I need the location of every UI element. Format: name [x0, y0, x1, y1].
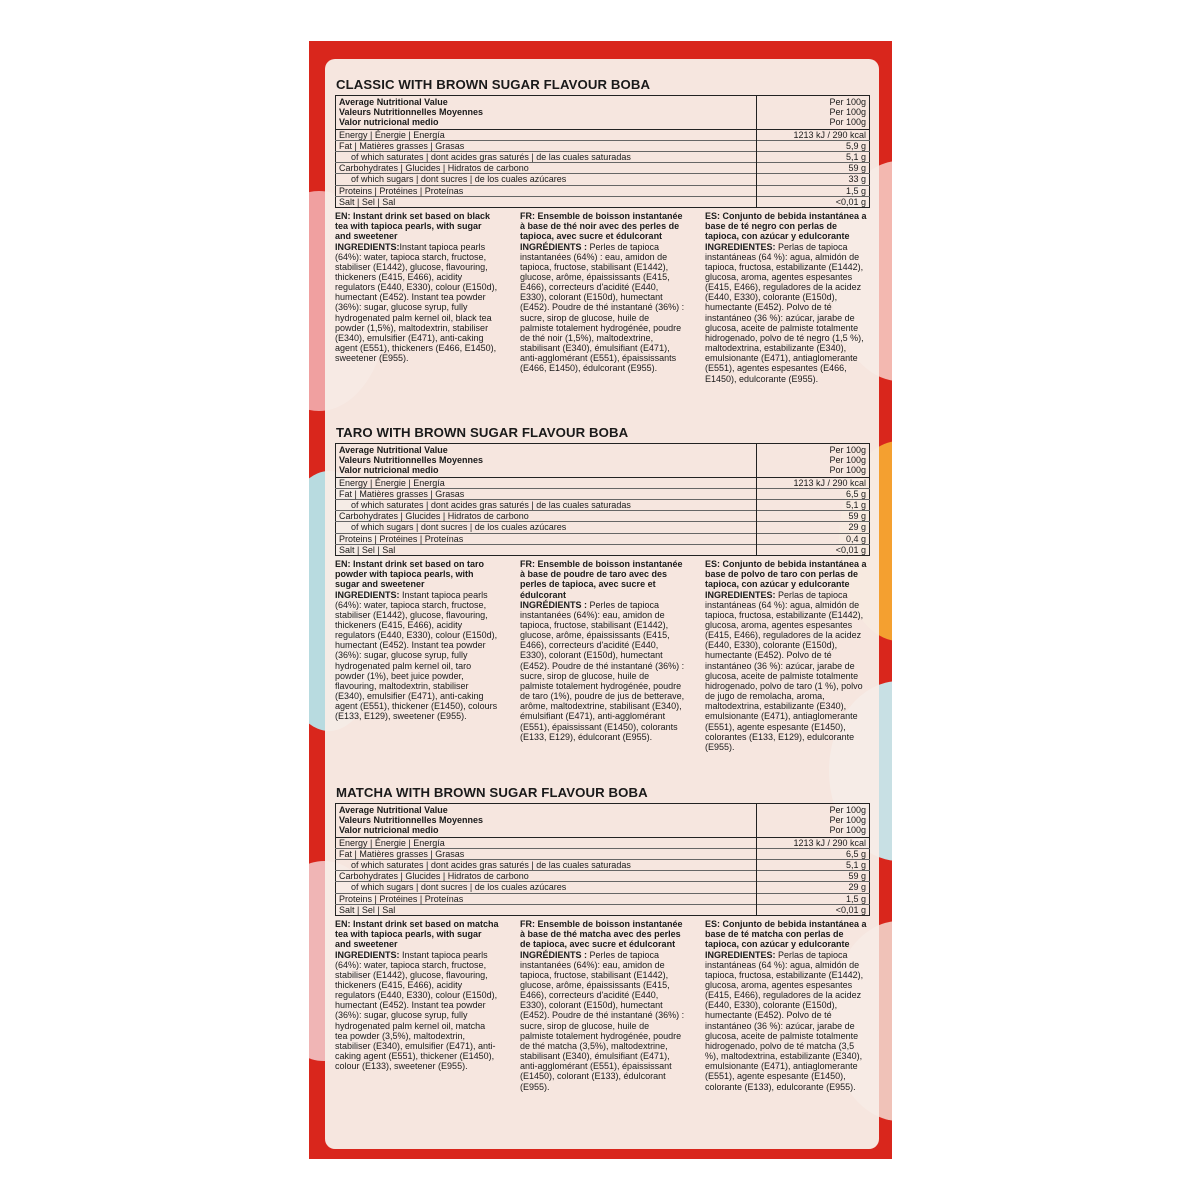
- nutrition-table: [335, 443, 870, 556]
- row-label: Energy | Énergie | Energía: [336, 477, 757, 488]
- table-row: [336, 163, 870, 174]
- header-per: Per 100g: [829, 107, 866, 118]
- row-value: 0,4 g: [757, 533, 870, 544]
- ingredients-label: INGREDIENTS:: [335, 589, 400, 600]
- intro-text: FR: Ensemble de boisson instantanée à base de thé matcha avec des perles de tapioca, avec sucre et édulcorant: [520, 919, 683, 950]
- row-label: Salt | Sel | Sal: [336, 904, 757, 915]
- row-label: of which saturates | dont acides gras saturés | de las cuales saturadas: [336, 860, 757, 871]
- table-row: [336, 129, 870, 140]
- header-per: Por 100g: [829, 465, 866, 476]
- row-value: 6,5 g: [757, 488, 870, 499]
- ingredients-en: [335, 559, 500, 752]
- ingredients-label: INGREDIENTS:: [335, 949, 400, 960]
- table-row: [336, 140, 870, 151]
- ingredients-fr: [520, 559, 685, 752]
- table-row: [336, 544, 870, 555]
- row-label: of which sugars | dont sucres | de los cuales azúcares: [336, 522, 757, 533]
- row-label: Energy | Énergie | Energía: [336, 837, 757, 848]
- intro-text: ES: Conjunto de bebida instantánea a base de té negro con perlas de tapioca, con azúcar y edulcorante: [705, 211, 867, 242]
- table-row: [336, 488, 870, 499]
- table-row: [336, 904, 870, 915]
- row-value: 5,1 g: [757, 860, 870, 871]
- row-label: Carbohydrates | Glucides | Hidratos de carbono: [336, 871, 757, 882]
- header-per: Per 100g: [829, 815, 866, 826]
- table-header: [336, 444, 870, 478]
- ingredients-text: Perlas de tapioca instantáneas (64 %): agua, almidón de tapioca, fructosa, estabilizante (E1442), glucosa, aroma, agentes espesantes (E415, E466), reguladores de la acidez (E440, E330), colorante (E150d), humectante (E452). Polvo de té instantáneo (36 %): azúcar, jarabe de glucosa, aceite de palmiste totalmente hidrogenado, polvo de té matcha (3,5 %), maltodextrina, estabilizante (E340), emulsionante (E471), antiaglomerante (E551), agente espesante (E1450), colorante (E133), edulcorante (E955).: [705, 949, 864, 1092]
- row-value: 1,5 g: [757, 185, 870, 196]
- row-label: of which saturates | dont acides gras saturés | de las cuales saturadas: [336, 152, 757, 163]
- intro-text: FR: Ensemble de boisson instantanée à base de poudre de taro avec des perles de tapioca, avec sucre et édulcorant: [520, 559, 683, 600]
- header-per: Per 100g: [829, 97, 866, 107]
- row-label: of which sugars | dont sucres | de los cuales azúcares: [336, 174, 757, 185]
- row-label: Proteins | Protéines | Proteínas: [336, 185, 757, 196]
- row-value: 29 g: [757, 522, 870, 533]
- ingredients-es: [705, 559, 870, 752]
- ingredients-fr: [520, 211, 685, 384]
- row-value: 1,5 g: [757, 893, 870, 904]
- row-value: 1213 kJ / 290 kcal: [757, 837, 870, 848]
- ingredients-label: INGREDIENTES:: [705, 241, 776, 252]
- header-label: Valeurs Nutritionnelles Moyennes: [339, 455, 484, 466]
- section-title: CLASSIC WITH BROWN SUGAR FLAVOUR BOBA: [336, 77, 651, 92]
- table-row: [336, 511, 870, 522]
- row-value: 5,1 g: [757, 500, 870, 511]
- header-label: Valeurs Nutritionnelles Moyennes: [339, 107, 484, 118]
- table-row: [336, 533, 870, 544]
- row-label: of which saturates | dont acides gras saturés | de las cuales saturadas: [336, 500, 757, 511]
- row-label: Fat | Matières grasses | Grasas: [336, 488, 757, 499]
- nutrition-table: [335, 95, 870, 208]
- package-back: [309, 41, 892, 1159]
- ingredients-es: [705, 211, 870, 384]
- table-row: [336, 871, 870, 882]
- header-label: Valor nutricional medio: [339, 825, 439, 836]
- row-label: Carbohydrates | Glucides | Hidratos de carbono: [336, 163, 757, 174]
- ingredients-label: INGREDIENTS:: [335, 241, 400, 252]
- header-label: Average Nutritional Value: [339, 97, 448, 107]
- ingredients-columns: [335, 559, 870, 752]
- row-value: <0,01 g: [757, 196, 870, 207]
- table-row: [336, 196, 870, 207]
- table-row: [336, 848, 870, 859]
- row-value: 33 g: [757, 174, 870, 185]
- ingredients-label: INGREDIENTES:: [705, 949, 776, 960]
- table-header: [336, 804, 870, 838]
- ingredients-text: Instant tapioca pearls (64%): water, tapioca starch, fructose, stabiliser (E1442), glucose, flavouring, thickeners (E415, E466), acidity regulators (E440, E330), colour (E150d), humectant (E452). Instant tea powder (36%): sugar, glucose syrup, fully hydrogenated palm kernel oil, taro powder (1%), beet juice powder, flavouring, maltodextrin, stabiliser (E340), emulsifier (E471), anti-caking agent (E551), thickener (E1450), colours (E133, E129), sweetener (E955).: [335, 589, 498, 722]
- ingredients-columns: [335, 919, 870, 1092]
- row-value: 6,5 g: [757, 848, 870, 859]
- header-per: Per 100g: [829, 445, 866, 455]
- row-label: Proteins | Protéines | Proteínas: [336, 533, 757, 544]
- ingredients-en: [335, 919, 500, 1092]
- table-row: [336, 500, 870, 511]
- row-value: 59 g: [757, 163, 870, 174]
- row-label: Salt | Sel | Sal: [336, 544, 757, 555]
- row-label: Fat | Matières grasses | Grasas: [336, 140, 757, 151]
- ingredients-text: Perles de tapioca instantanées (64%) : eau, amidon de tapioca, fructose, stabilisant (E1442), glucose, arôme, épaississants (E415, E466), correcteurs d'acidité (E440, E330), colorant (E150d), humectant (E452). Poudre de thé instantané (36%) : sucre, sirop de glucose, huile de palmiste totalement hydrogénée, poudre de thé noir (1,5%), maltodextrine, stabilisant (E340), émulsifiant (E471), anti-agglomérant (E551), épaississants (E466, E1450), édulcorant (E955).: [520, 241, 685, 374]
- row-value: 59 g: [757, 871, 870, 882]
- row-value: 59 g: [757, 511, 870, 522]
- ingredients-label: INGRÉDIENTS :: [520, 241, 588, 252]
- ingredients-label: INGRÉDIENTS :: [520, 949, 588, 960]
- table-row: [336, 477, 870, 488]
- table-row: [336, 860, 870, 871]
- header-label: Valor nutricional medio: [339, 117, 439, 128]
- intro-text: FR: Ensemble de boisson instantanée à base de thé noir avec des perles de tapioca, avec sucre et édulcorant: [520, 211, 683, 242]
- intro-text: EN: Instant drink set based on black tea with tapioca pearls, with sugar and sweetener: [335, 211, 491, 242]
- table-row: [336, 837, 870, 848]
- header-label: Valor nutricional medio: [339, 465, 439, 476]
- row-value: 5,9 g: [757, 140, 870, 151]
- ingredients-text: Instant tapioca pearls (64%): water, tapioca starch, fructose, stabiliser (E1442), glucose, flavouring, thickeners (E415, E466), acidity regulators (E440, E330), colour (E150d), humectant (E452). Instant tea powder (36%): sugar, glucose syrup, fully hydrogenated palm kernel oil, black tea powder (1,5%), maltodextrin, stabiliser (E340), emulsifier (E471), anti-caking agent (E551), thickeners (E466, E1450), sweetener (E955).: [335, 241, 498, 364]
- row-label: of which sugars | dont sucres | de los cuales azúcares: [336, 882, 757, 893]
- row-value: 5,1 g: [757, 152, 870, 163]
- table-row: [336, 174, 870, 185]
- ingredients-text: Perles de tapioca instantanées (64%): eau, amidon de tapioca, fructose, stabilisant (E1442), glucose, arôme, épaississants (E415, E466), correcteurs d'acidité (E440, E330), colorant (E150d), humectant (E452). Poudre de thé instantané (36%) : sucre, sirop de glucose, huile de palmiste totalement hydrogénée, poudre de thé matcha (3,5%), maltodextrine, stabilisant (E340), émulsifiant (E471), anti-agglomérant (E551), épaississant (E1450), colorant (E133), édulcorant (E955).: [520, 949, 685, 1092]
- header-per: Por 100g: [829, 825, 866, 836]
- intro-text: ES: Conjunto de bebida instantánea a base de polvo de taro con perlas de tapioca, con azúcar y edulcorante: [705, 559, 867, 590]
- intro-text: EN: Instant drink set based on matcha tea with tapioca pearls, with sugar and sweetener: [335, 919, 499, 950]
- section-title: TARO WITH BROWN SUGAR FLAVOUR BOBA: [336, 425, 629, 440]
- section-taro: [335, 426, 870, 752]
- header-label: Valeurs Nutritionnelles Moyennes: [339, 815, 484, 826]
- ingredients-text: Perles de tapioca instantanées (64%): eau, amidon de tapioca, fructose, stabilisant (E1442), glucose, arôme, épaississants (E415, E466), correcteurs d'acidité (E440, E330), colorant (E150d), humectant (E452). Poudre de thé instantané (36%) : sucre, sirop de glucose, huile de palmiste totalement hydrogénée, poudre de taro (1%), poudre de jus de betterave, arôme, maltodextrine, stabilisant (E340), émulsifiant (E471), anti-agglomérant (E551), épaississant (E1450), colorants (E133, E129), édulcorant (E955).: [520, 599, 685, 742]
- intro-text: EN: Instant drink set based on taro powder with tapioca pearls, with sugar and sweetener: [335, 559, 485, 590]
- ingredients-fr: [520, 919, 685, 1092]
- row-value: 29 g: [757, 882, 870, 893]
- row-value: <0,01 g: [757, 544, 870, 555]
- section-matcha: [335, 786, 870, 1092]
- row-value: 1213 kJ / 290 kcal: [757, 129, 870, 140]
- intro-text: ES: Conjunto de bebida instantánea a base de té matcha con perlas de tapioca, con azúcar y edulcorante: [705, 919, 867, 950]
- ingredients-en: [335, 211, 500, 384]
- row-label: Fat | Matières grasses | Grasas: [336, 848, 757, 859]
- row-value: <0,01 g: [757, 904, 870, 915]
- ingredients-text: Perlas de tapioca instantáneas (64 %): agua, almidón de tapioca, fructosa, estabilizante (E1442), glucosa, aroma, agentes espesantes (E415, E466), reguladores de la acidez (E440, E330), colorante (E150d), humectante (E452). Polvo de té instantáneo (36 %): azúcar, jarabe de glucosa, aceite de palmiste totalmente hidrogenado, polvo de té negro (1,5 %), maltodextrina, estabilizante (E340), emulsionante (E471), antiaglomerante (E551), agentes espesantes (E466, E1450), edulcorante (E955).: [705, 241, 864, 384]
- ingredients-label: INGRÉDIENTS :: [520, 599, 588, 610]
- table-row: [336, 893, 870, 904]
- ingredients-es: [705, 919, 870, 1092]
- ingredients-label: INGREDIENTES:: [705, 589, 776, 600]
- row-label: Energy | Énergie | Energía: [336, 129, 757, 140]
- row-value: 1213 kJ / 290 kcal: [757, 477, 870, 488]
- table-row: [336, 882, 870, 893]
- ingredients-text: Instant tapioca pearls (64%): water, tapioca starch, fructose, stabiliser (E1442), glucose, flavouring, thickeners (E415, E466), acidity regulators (E440, E330), colour (E150d), humectant (E452). Instant tea powder (36%): sugar, glucose syrup, fully hydrogenated palm kernel oil, matcha tea powder (3,5%), maltodextrin, stabiliser (E340), emulsifier (E471), anti-caking agent (E551), thickener (E1450), colour (E133), sweetener (E955).: [335, 949, 498, 1072]
- header-per: Por 100g: [829, 117, 866, 128]
- header-label: Average Nutritional Value: [339, 805, 448, 815]
- header-per: Per 100g: [829, 805, 866, 815]
- header-label: Average Nutritional Value: [339, 445, 448, 455]
- row-label: Salt | Sel | Sal: [336, 196, 757, 207]
- header-per: Per 100g: [829, 455, 866, 466]
- table-header: [336, 96, 870, 130]
- ingredients-text: Perlas de tapioca instantáneas (64 %): agua, almidón de tapioca, fructosa, estabilizante (E1442), glucosa, aroma, agentes espesantes (E415, E466), reguladores de la acidez (E440, E330), colorante (E150d), humectante (E452). Polvo de té instantáneo (36 %): azúcar, jarabe de glucosa, aceite de palmiste totalmente hidrogenado, polvo de taro (1 %), polvo de jugo de remolacha, aroma, maltodextrina, estabilizante (E340), emulsionante (E471), antiaglomerante (E551), agente espesante (E1450), colorantes (E133, E129), edulcorante (E955).: [705, 589, 864, 752]
- nutrition-table: [335, 803, 870, 916]
- row-label: Proteins | Protéines | Proteínas: [336, 893, 757, 904]
- section-classic: [335, 78, 870, 384]
- row-label: Carbohydrates | Glucides | Hidratos de carbono: [336, 511, 757, 522]
- table-row: [336, 185, 870, 196]
- table-row: [336, 152, 870, 163]
- section-title: MATCHA WITH BROWN SUGAR FLAVOUR BOBA: [336, 785, 648, 800]
- ingredients-columns: [335, 211, 870, 384]
- table-row: [336, 522, 870, 533]
